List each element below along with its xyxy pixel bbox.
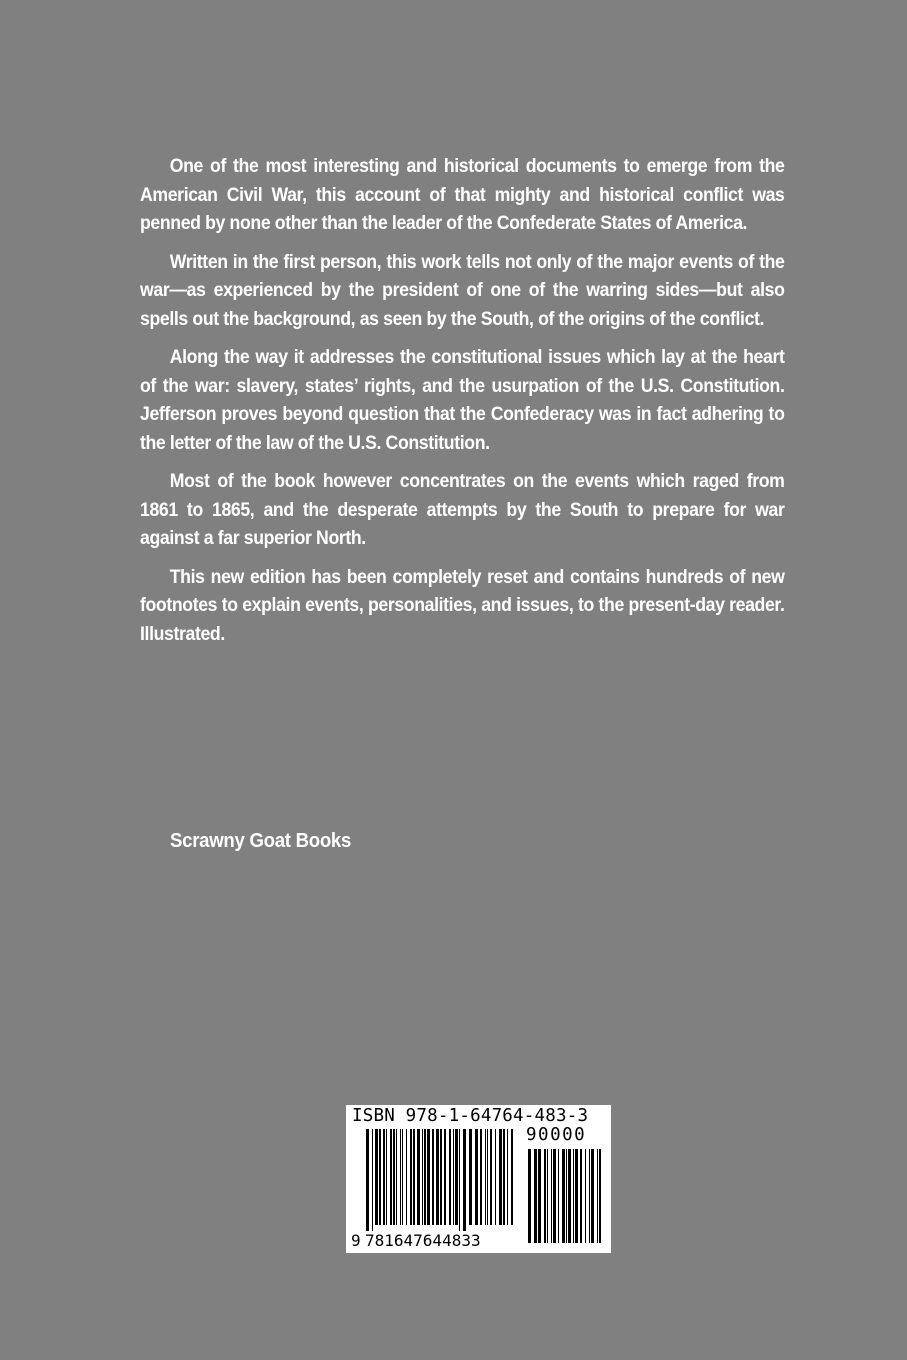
barcode-stripe <box>547 1149 548 1243</box>
isbn-barcode <box>346 1105 611 1253</box>
barcode-stripe <box>410 1129 412 1225</box>
barcode-stripe <box>417 1129 420 1225</box>
barcode-stripe <box>432 1129 434 1225</box>
blurb-paragraph-3: Along the way it addresses the constitutional issues which lay at the heart of the war: slavery, states’ rights, and the usurpation of the U.S. Constitution. Jefferson proves beyond question that the Confederacy was in fact adhering to the letter of the law of the U.S. Constitution. <box>140 347 785 454</box>
addon-bars <box>528 1149 601 1243</box>
barcode-stripe <box>480 1129 482 1225</box>
barcode-stripe <box>453 1129 454 1225</box>
barcode-stripe <box>591 1149 594 1243</box>
barcode-stripe <box>406 1129 407 1225</box>
barcode-stripe <box>568 1149 571 1243</box>
barcode-stripe <box>383 1129 385 1225</box>
barcode-stripe <box>390 1129 392 1225</box>
ean-digits: 781647644833 <box>365 1231 481 1250</box>
barcode-stripe <box>449 1129 451 1225</box>
barcode-stripe <box>575 1149 578 1243</box>
barcode-stripe <box>580 1149 582 1243</box>
barcode-stripe <box>566 1149 567 1243</box>
barcode-stripe <box>599 1149 601 1243</box>
barcode-stripe <box>551 1149 552 1243</box>
blurb-paragraph-2: Written in the first person, this work tells not only of the major events of the war—as experienced by the president of one of the warring sides—but also spells out the background, as seen by the South, of the origins of the conflict. <box>140 251 785 330</box>
barcode-stripe <box>444 1129 446 1225</box>
barcode-stripe <box>485 1129 486 1225</box>
barcode-stripe <box>396 1129 397 1225</box>
barcode-stripe <box>507 1129 508 1225</box>
barcode-stripe <box>534 1149 537 1243</box>
barcode-stripe <box>422 1129 423 1225</box>
barcode-stripe <box>553 1149 556 1243</box>
barcode-stripe <box>585 1149 586 1243</box>
barcode-stripe <box>528 1149 531 1243</box>
barcode-stripe <box>372 1129 373 1231</box>
barcode-stripe <box>413 1129 415 1225</box>
barcode-stripe <box>487 1129 488 1225</box>
ean-digits-row <box>351 1231 481 1250</box>
blurb-paragraph-5: This new edition has been completely reset and contains hundreds of new footnotes to explain events, personalities, and issues, to the present-day reader. Illustrated. <box>140 566 785 645</box>
barcode-stripe <box>562 1149 565 1243</box>
barcode-stripe <box>597 1149 598 1243</box>
barcode-stripe <box>544 1149 546 1243</box>
barcode-stripe <box>379 1129 381 1225</box>
addon-code: 90000 <box>526 1125 587 1145</box>
barcode-stripe <box>469 1129 472 1225</box>
barcode-stripe <box>402 1129 403 1225</box>
publisher-name: Scrawny Goat Books <box>170 830 352 852</box>
barcode-stripe <box>463 1129 466 1231</box>
barcode-stripe <box>393 1129 395 1225</box>
barcode-stripe <box>475 1129 478 1225</box>
barcode-stripe <box>386 1129 387 1225</box>
barcode-stripe <box>375 1129 378 1225</box>
barcode-stripe <box>440 1129 442 1225</box>
barcode-stripe <box>558 1149 559 1243</box>
barcode-stripe <box>538 1149 541 1243</box>
barcode-stripe <box>495 1129 496 1225</box>
blurb-paragraph-4: Most of the book however concentrates on the events which raged from 1861 to 1865, and the desperate attempts by the South to prepare for war against a far superior North. <box>140 471 785 549</box>
barcode-stripe <box>503 1129 505 1225</box>
barcode-stripe <box>490 1129 492 1225</box>
barcode-stripe <box>424 1129 426 1225</box>
isbn-label: ISBN 978-1-64764-483-3 <box>352 1106 589 1126</box>
barcode-stripe <box>400 1129 401 1225</box>
barcode-stripe <box>427 1129 430 1225</box>
barcode-stripe <box>366 1129 369 1231</box>
ean-lead-digit: 9 <box>351 1231 361 1250</box>
barcode-stripe <box>573 1149 574 1243</box>
ean-bars <box>366 1129 513 1231</box>
barcode-stripe <box>459 1129 460 1231</box>
barcode-stripe <box>589 1149 590 1243</box>
cover-blurb <box>140 153 784 659</box>
barcode-stripe <box>511 1129 513 1225</box>
barcode-stripe <box>499 1129 502 1225</box>
barcode-stripe <box>455 1129 458 1225</box>
blurb-paragraph-1: One of the most interesting and historical documents to emerge from the American Civil War, this account of that mighty and historical conflict was penned by none other than the leader of the Confederate States of America. <box>140 156 785 234</box>
barcode-stripe <box>436 1129 439 1225</box>
